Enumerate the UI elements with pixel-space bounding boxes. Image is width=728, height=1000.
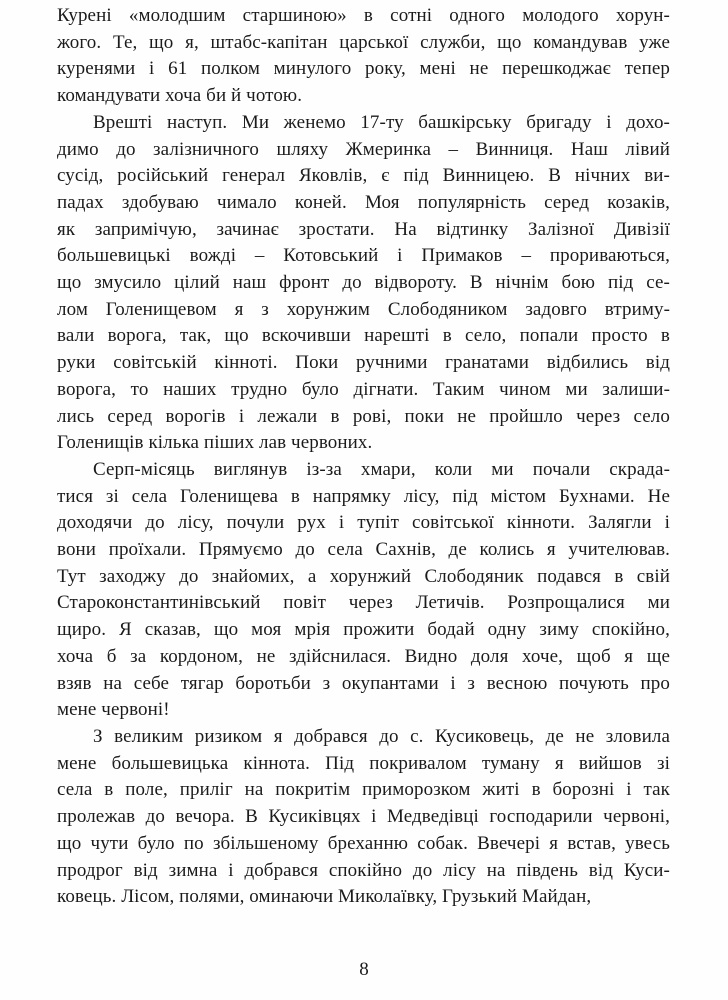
text-line: жого. Те, що я, штабс-капітан царської служби, що командував уже xyxy=(57,31,670,53)
text-line: вони проїхали. Прямуємо до села Сахнів, де колись я учителював. xyxy=(57,539,670,561)
text-line: Врешті наступ. Ми женемо 17-ту башкірську бригаду і дохо- xyxy=(93,111,670,133)
text-line: лись серед ворогів і лежали в рові, поки не пройшло через село xyxy=(57,405,670,427)
paragraph xyxy=(57,724,670,911)
text-line: ворога, то наших трудно було дігнати. Таким чином ми залиши- xyxy=(57,378,670,400)
text-line: димо до залізничного шляху Жмеринка – Винниця. Наш лівий xyxy=(57,138,670,160)
text-line: доходячи до лісу, почули рух і тупіт совітської кінноти. Залягли і xyxy=(57,512,670,534)
text-line: Серп-місяць виглянув із-за хмари, коли ми почали скрада- xyxy=(93,458,670,480)
text-line: села в поле, приліг на покритім приморозком житі в борозні і так xyxy=(57,779,670,801)
paragraph xyxy=(57,3,670,110)
text-line: сусід, російський генерал Яковлів, є під Винницею. В нічних ви- xyxy=(57,165,670,187)
text-line: тися зі села Голенищева в напрямку лісу, під містом Бухнами. Не xyxy=(57,485,670,507)
text-line: ковець. Лісом, полями, оминаючи Миколаївку, Грузький Майдан, xyxy=(57,886,592,908)
text-line: лом Голенищевом я з хорунжим Слободяником задовго втриму- xyxy=(57,298,670,320)
text-line: взяв на себе тягар боротьби з окупантами і з весною почують про xyxy=(57,672,670,694)
text-line: хоча б за кордоном, не здійснилася. Видно доля хоче, щоб я ще xyxy=(57,645,670,667)
text-line: вали ворога, так, що вскочивши нарешті в село, попали просто в xyxy=(57,325,670,347)
text-line: як запримічую, зачинає зростати. На відтинку Залізної Дивізії xyxy=(57,218,670,240)
text-line: Курені «молодшим старшиною» в сотні одного молодого хорун- xyxy=(57,5,670,26)
text-line: Голенищів кілька піших лав червоних. xyxy=(57,432,373,454)
text-line: руки совітській кінноті. Поки ручними гранатами відбились від xyxy=(57,352,670,374)
text-line: пролежав до вечора. В Кусиківцях і Медведівці господарили червоні, xyxy=(57,806,670,828)
text-line: мене червоні! xyxy=(57,699,170,721)
page-text xyxy=(57,3,670,911)
text-line: продрог від зимна і добрався спокійно до лісу на південь від Куси- xyxy=(57,859,670,881)
text-line: що змусило цілий наш фронт до відвороту. В нічнім бою під се- xyxy=(57,272,670,294)
text-line: командувати хоча би й чотою. xyxy=(57,85,303,107)
text-line: Тут заходжу до знайомих, а хорунжий Слободяник подався в свій xyxy=(57,565,670,587)
text-line: куренями і 61 полком минулого року, мені не перешкоджає тепер xyxy=(57,58,670,80)
paragraph xyxy=(57,110,670,457)
paragraph xyxy=(57,457,670,724)
text-line: мене большевицька кіннота. Під покривалом туману я вийшов зі xyxy=(57,752,670,774)
page-number: 8 xyxy=(359,959,369,980)
text-line: щиро. Я сказав, що моя мрія прожити бодай одну зиму спокійно, xyxy=(57,619,670,641)
text-line: що чути було по збільшеному бреханню собак. Ввечері я встав, увесь xyxy=(57,832,670,854)
text-line: большевицькі вожді – Котовський і Примаков – прориваються, xyxy=(57,245,670,267)
text-line: З великим ризиком я добрався до с. Кусиковець, де не зловила xyxy=(93,725,670,747)
text-line: падах здобуваю чимало коней. Моя популярність серед козаків, xyxy=(57,191,670,213)
text-line: Староконстантинівський повіт через Летичів. Розпрощалися ми xyxy=(57,592,670,614)
